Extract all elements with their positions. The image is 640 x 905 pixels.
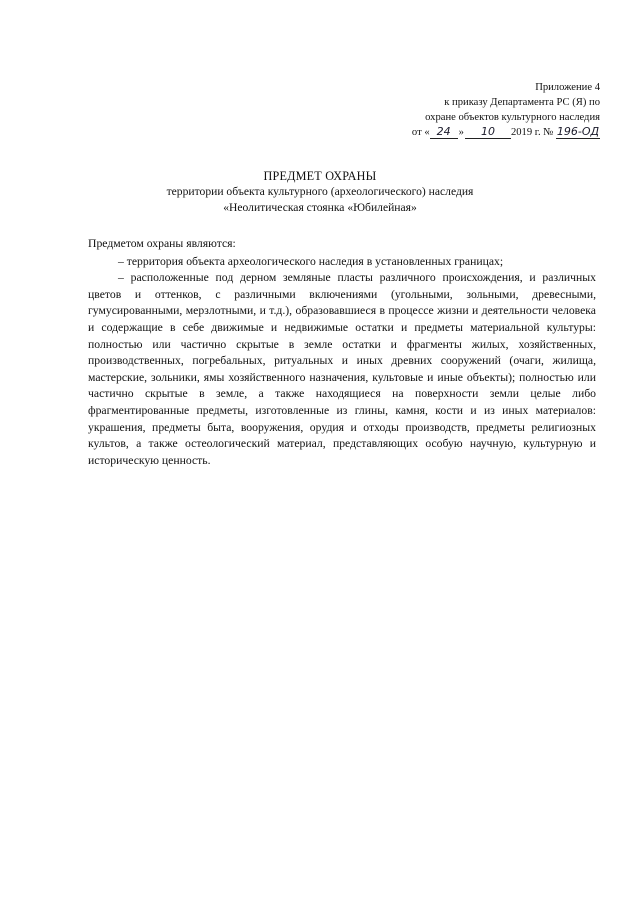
appendix-header (340, 80, 600, 140)
document-body (88, 236, 596, 469)
appendix-label: Приложение 4 (535, 82, 600, 93)
page-title: ПРЕДМЕТ ОХРАНЫ (263, 169, 377, 183)
protection-item-layers: – расположенные под дерном земляные пласты различного происхождения, и различных цветов и оттенков, с различными включениями (угольными, зольными, древесными, гумусированными, мерзлотными, и т.д.), образовавшиеся в процессе жизни и деятельности человека и содержащие в себе движимые и недвижимые остатки и предметы материальной культуры: полностью или частично скрытые в земле остатки и фрагменты жилых, хозяйственных, производственных, погребальных, ритуальных и иных древних сооружений (очаги, жилища, мастерские, зольники, ямы хозяйственного назначения, культовые и иные объекты); полностью или частично скрытые в земле, а также находящиеся на поверхности земли целые либо фрагментированные предметы, изготовленные из глины, камня, кости и из иных материалов: украшения, предметы быта, вооружения, орудия и отходы производств, предметы религиозных культов, а также остеологический материал, представляющих особую научную, культурную и историческую ценность. (88, 271, 596, 467)
body-intro: Предметом охраны являются: (88, 237, 236, 250)
date-year: 2019 г. № (510, 127, 554, 138)
handwritten-day: 24 (430, 126, 458, 139)
protection-item-territory: – территория объекта археологического наследия в установленных границах; (118, 254, 504, 268)
department-name: охране объектов культурного наследия (425, 112, 600, 123)
handwritten-month: 10 (465, 126, 511, 139)
title-subtitle: территории объекта культурного (археологического) наследия (166, 185, 474, 198)
document-title-block (0, 168, 640, 216)
order-date-line (340, 125, 600, 140)
date-mid: » (458, 127, 464, 138)
title-object-name: «Неолитическая стоянка «Юбилейная» (223, 201, 417, 214)
order-reference: к приказу Департамента РС (Я) по (444, 97, 600, 108)
handwritten-order-number: 196-ОД (556, 125, 600, 138)
date-prefix: от « (411, 127, 430, 138)
